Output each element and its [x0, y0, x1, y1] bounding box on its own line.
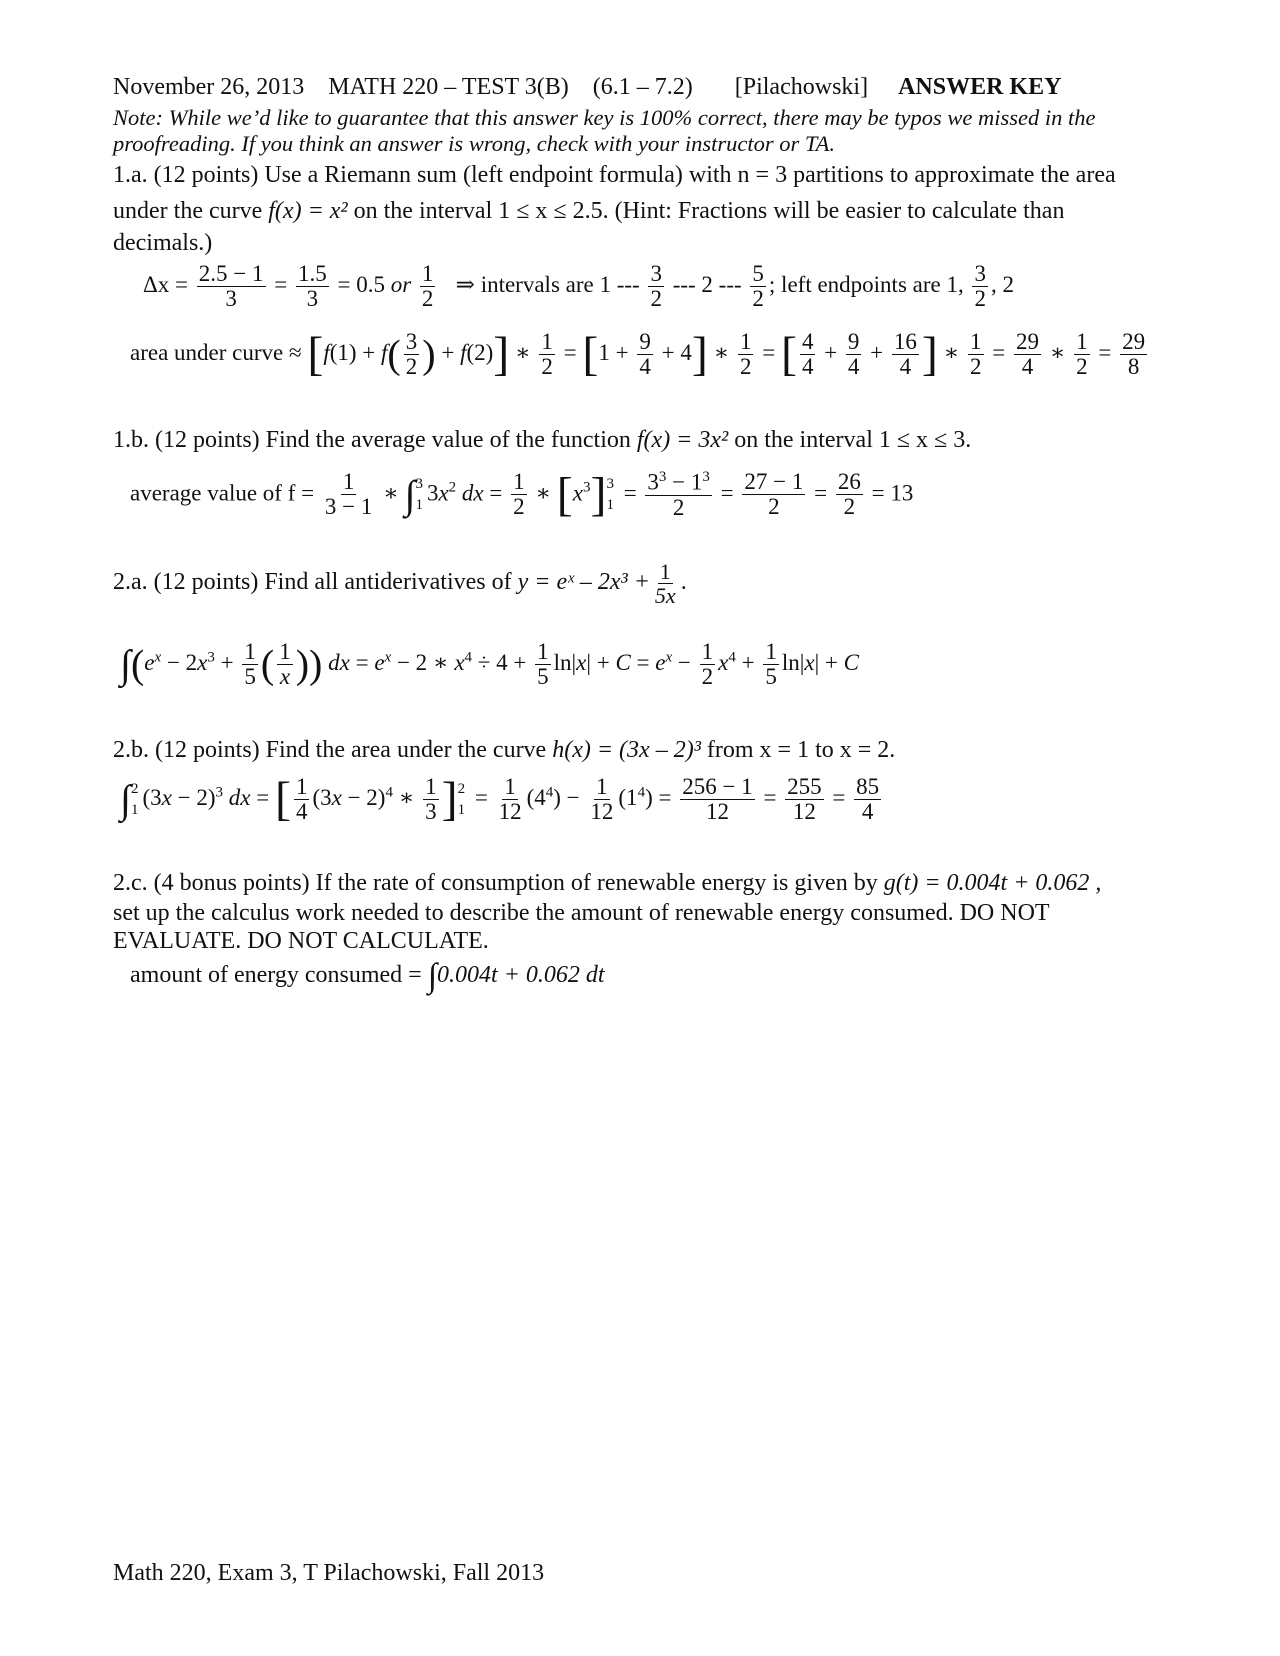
header-instructor: [Pilachowski] [734, 74, 869, 100]
q1b-average-work: average value of f = $\frac{1}{3 - 1}$ ∗ ∫ 3 1 $3x^2$ dx = $\frac{1}{2}$ ∗ $[x^3]$ 3 1 = $\frac{3^3 - 1^3}{2}$ = $\frac{27 - 1}{2}$ = $\frac{26}{2}$ = 13 [130, 467, 914, 521]
q1a-delta-x: Δx = $\frac{2.5 - 1}{3}$ = $\frac{1.5}{3}$ = 0.5 or $\frac{1}{2}$ ⇒ intervals are 1 --- $\frac{3}{2}$ --- 2 --- $\frac{5}{2}$ ; left endpoints are 1, $\frac{3}{2}$ , 2 [143, 261, 1014, 312]
q2c-answer: amount of energy consumed = ∫0.004t + 0.062 dt [130, 957, 605, 995]
header-date: November 26, 2013 [113, 74, 305, 100]
page-footer: Math 220, Exam 3, T Pilachowski, Fall 2013 [113, 1560, 545, 1586]
note-line-2: proofreading. If you think an answer is wrong, check with your instructor or TA. [113, 131, 836, 156]
q2c-line-3: EVALUATE. DO NOT CALCULATE. [113, 928, 489, 954]
header-course: MATH 220 – TEST 3(B) [328, 74, 569, 100]
q2c-line-2: set up the calculus work needed to describe the amount of renewable energy consumed. DO NOT [113, 900, 1050, 926]
q1a-line-1: 1.a. (12 points) Use a Riemann sum (left endpoint formula) with n = 3 partitions to approximate the area [113, 162, 1116, 188]
q2c-function: g(t) = 0.004t + 0.062 , [883, 870, 1102, 896]
header-sections: (6.1 – 7.2) [592, 74, 693, 100]
q2a-integral-work: $\int(e^x - 2x^3$ + $\frac{1}{5}$ ( $\frac{1}{x}$ )) dx = $e^x - 2$ ∗ $x^4 \div 4$ + $\frac{1}{5}$ $\ln|x| + C = e^x$ − $\frac{1}{2}$ $x^4$ + $\frac{1}{5}$ ln|x| + C [120, 639, 859, 690]
q1a-area-work: area under curve ≈ [f(1) + f( $\frac{3}{2}$ ) + f(2)] ∗ $\frac{1}{2}$ = [1 + $\frac{9}{4}$ + 4] ∗ $\frac{1}{2}$ = [ $\frac{4}{4}$ + $\frac{9}{4}$ + $\frac{16}{4}$ ] ∗ $\frac{1}{2}$ = $\frac{29}{4}$ ∗ $\frac{1}{2}$ = $\frac{29}{8}$ [130, 327, 1146, 381]
q2b-function: h(x) = (3x – 2)³ [552, 737, 701, 763]
q1b-line-1: 1.b. (12 points) Find the average value of the function f(x) = 3x² on the interval 1 ≤ x ≤ 3. [113, 427, 972, 453]
header-answer-key: ANSWER KEY [898, 74, 1062, 100]
q2a-function: y = eˣ – 2x³ + [517, 569, 650, 596]
q2a-line-1: 2.a. (12 points) Find all antiderivatives of y = eˣ – 2x³ + $\frac{1}{5x}$ . [113, 559, 687, 609]
header-line [113, 72, 1061, 102]
q2c-answer-expression: 0.004t + 0.062 dt [437, 962, 605, 988]
q2c-line-1: 2.c. (4 bonus points) If the rate of consumption of renewable energy is given by g(t) = 0.004t + 0.062 , [113, 870, 1102, 896]
q1b-function: f(x) = 3x² [636, 427, 729, 453]
q1b-result: 13 [890, 480, 914, 506]
q2b-area-work: ∫ 2 1 $(3x - 2)^3$ dx = [ $\frac{1}{4}$ $(3x - 2)^4$ ∗ $\frac{1}{3}$ ] 2 1 = $\frac{1}{12}$ $(4^4)$ − $\frac{1}{12}$ $(1^4)$ = $\frac{256 - 1}{12}$ = $\frac{255}{12}$ = $\frac{85}{4}$ [120, 772, 880, 826]
note-line-1: Note: While we’d like to guarantee that this answer key is 100% correct, there may be typos we missed in the [113, 105, 1096, 130]
q1a-line-3: decimals.) [113, 230, 213, 256]
q2b-line-1: 2.b. (12 points) Find the area under the curve h(x) = (3x – 2)³ from x = 1 to x = 2. [113, 737, 896, 763]
q1a-line-2: under the curve f(x) = x² on the interval 1 ≤ x ≤ 2.5. (Hint: Fractions will be easier to calculate than [113, 198, 1065, 224]
q1a-function: f(x) = x² [268, 198, 348, 224]
